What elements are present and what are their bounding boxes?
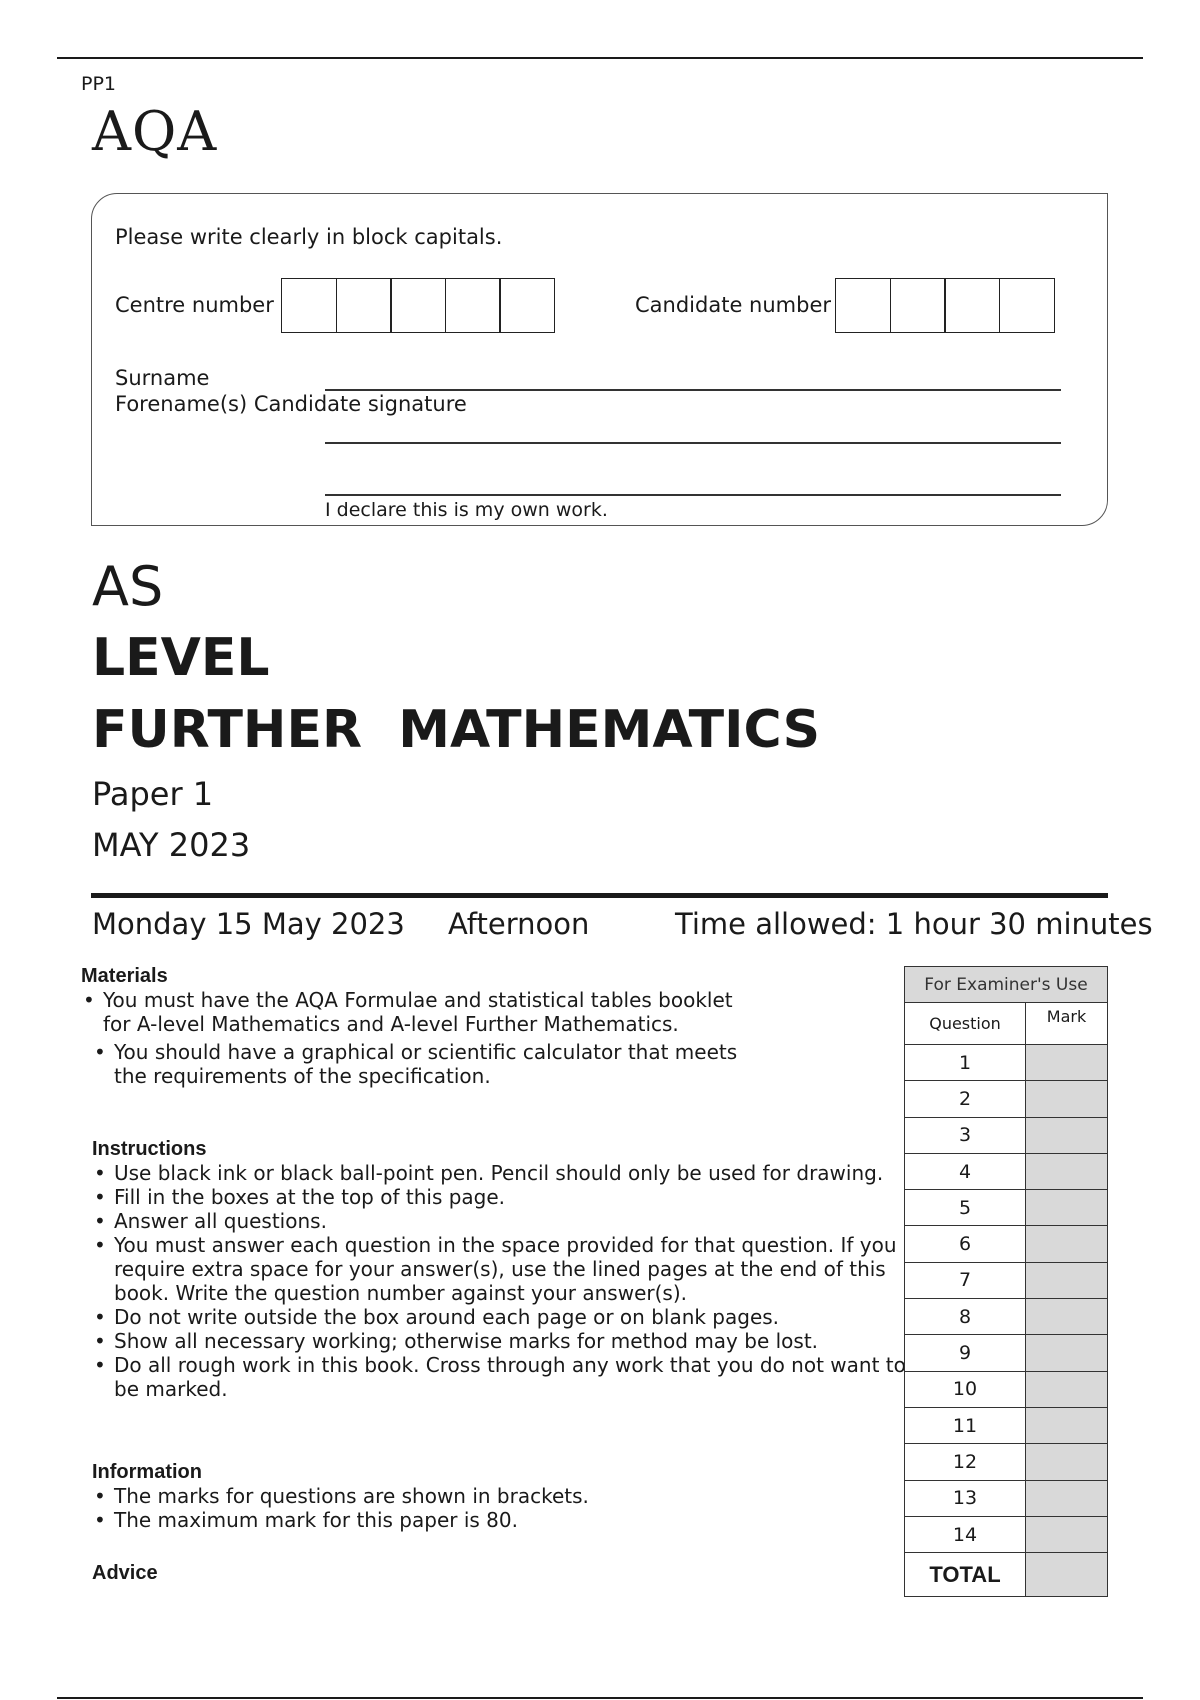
- subject-title: FURTHER MATHEMATICS: [92, 700, 821, 760]
- list-item: • Answer all questions.: [92, 1209, 912, 1233]
- question-number: 3: [905, 1117, 1026, 1153]
- question-mark-cell[interactable]: [1026, 1371, 1108, 1407]
- table-row: [905, 1045, 1108, 1081]
- question-mark-cell[interactable]: [1026, 1407, 1108, 1443]
- title-rule: [91, 893, 1108, 898]
- candidate-number-cell[interactable]: [999, 278, 1055, 333]
- table-row: [905, 1299, 1108, 1335]
- centre-number-boxes: [281, 278, 554, 333]
- table-row: [905, 1117, 1108, 1153]
- candidate-number-cell[interactable]: [890, 278, 946, 333]
- table-row: [905, 1262, 1108, 1298]
- paper-title: Paper 1: [92, 775, 214, 813]
- exam-date: Monday 15 May 2023: [92, 907, 405, 941]
- table-row: [905, 1444, 1108, 1480]
- list-item: • You must answer each question in the space provided for that question. If you require extra space for your answer(s), use the lined pages at the end of this book. Write the question number against your answer(s).: [92, 1233, 912, 1305]
- table-row: [905, 1407, 1108, 1443]
- top-rule: [57, 57, 1143, 59]
- question-number: 8: [905, 1299, 1026, 1335]
- total-label: TOTAL: [905, 1553, 1026, 1597]
- table-row: [905, 1190, 1108, 1226]
- question-mark-cell[interactable]: [1026, 1226, 1108, 1262]
- centre-number-cell[interactable]: [336, 278, 392, 333]
- surname-label: Surname: [115, 366, 210, 390]
- list-item: • Do all rough work in this book. Cross through any work that you do not want to be marked.: [92, 1353, 912, 1401]
- aqa-logo: AQA: [92, 100, 218, 163]
- table-row: [905, 1335, 1108, 1371]
- total-mark-cell[interactable]: [1026, 1553, 1108, 1597]
- question-mark-cell[interactable]: [1026, 1117, 1108, 1153]
- question-number: 5: [905, 1190, 1026, 1226]
- table-row: [905, 1516, 1108, 1552]
- materials-heading: Materials: [81, 965, 168, 987]
- question-mark-cell[interactable]: [1026, 1444, 1108, 1480]
- bottom-rule: [57, 1697, 1143, 1699]
- list-item: • The marks for questions are shown in brackets.: [92, 1484, 812, 1508]
- centre-number-cell[interactable]: [390, 278, 446, 333]
- list-item: • Fill in the boxes at the top of this page.: [92, 1185, 912, 1209]
- centre-number-label: Centre number: [115, 293, 274, 317]
- paper-code: PP1: [81, 73, 117, 95]
- question-number: 13: [905, 1480, 1026, 1516]
- question-mark-cell[interactable]: [1026, 1335, 1108, 1371]
- information-list: [92, 1484, 812, 1532]
- table-row: [905, 1153, 1108, 1189]
- question-mark-cell[interactable]: [1026, 1153, 1108, 1189]
- question-mark-cell[interactable]: [1026, 1045, 1108, 1081]
- level-line-2: LEVEL: [92, 628, 270, 688]
- list-item: • Do not write outside the box around each page or on blank pages.: [92, 1305, 912, 1329]
- level-line-1: AS: [92, 555, 164, 618]
- list-item: • Use black ink or black ball-point pen. Pencil should only be used for drawing.: [92, 1161, 912, 1185]
- table-row: [905, 1081, 1108, 1117]
- forenames-line[interactable]: [325, 442, 1061, 444]
- question-mark-cell[interactable]: [1026, 1190, 1108, 1226]
- question-mark-cell[interactable]: [1026, 1480, 1108, 1516]
- advice-heading: Advice: [92, 1562, 158, 1584]
- question-number: 2: [905, 1081, 1026, 1117]
- question-number: 11: [905, 1407, 1026, 1443]
- centre-number-cell[interactable]: [499, 278, 555, 333]
- table-row: [905, 1226, 1108, 1262]
- question-number: 1: [905, 1045, 1026, 1081]
- declaration-text: I declare this is my own work.: [325, 499, 608, 521]
- candidate-number-label: Candidate number: [635, 293, 831, 317]
- examiner-use-table: [904, 966, 1108, 1597]
- list-item: • You must have the AQA Formulae and statistical tables booklet for A-level Mathematics and A-level Further Mathematics.: [81, 988, 741, 1036]
- question-number: 14: [905, 1516, 1026, 1552]
- centre-number-cell[interactable]: [445, 278, 501, 333]
- centre-number-cell[interactable]: [281, 278, 337, 333]
- question-number: 10: [905, 1371, 1026, 1407]
- question-number: 7: [905, 1262, 1026, 1298]
- time-allowed: Time allowed: 1 hour 30 minutes: [675, 907, 1153, 941]
- candidate-number-boxes: [835, 278, 1053, 333]
- column-header-question: Question: [905, 1003, 1026, 1045]
- information-heading: Information: [92, 1461, 202, 1483]
- signature-line[interactable]: [325, 494, 1061, 496]
- question-number: 6: [905, 1226, 1026, 1262]
- instructions-list: [92, 1161, 912, 1401]
- list-item: • You should have a graphical or scientific calculator that meets the requirements of the specification.: [92, 1040, 741, 1088]
- materials-list: [81, 988, 741, 1088]
- examiner-table-title: For Examiner's Use: [905, 967, 1108, 1003]
- list-item: • The maximum mark for this paper is 80.: [92, 1508, 812, 1532]
- list-item: • Show all necessary working; otherwise marks for method may be lost.: [92, 1329, 912, 1353]
- candidate-number-cell[interactable]: [835, 278, 891, 333]
- exam-session: MAY 2023: [92, 826, 251, 864]
- exam-time-of-day: Afternoon: [448, 907, 590, 941]
- instructions-heading: Instructions: [92, 1138, 207, 1160]
- question-mark-cell[interactable]: [1026, 1516, 1108, 1552]
- question-mark-cell[interactable]: [1026, 1081, 1108, 1117]
- question-mark-cell[interactable]: [1026, 1299, 1108, 1335]
- block-capitals-instruction: Please write clearly in block capitals.: [115, 225, 503, 249]
- candidate-number-cell[interactable]: [944, 278, 1000, 333]
- table-row: [905, 1480, 1108, 1516]
- forenames-label: Forename(s) Candidate signature: [115, 392, 467, 416]
- column-header-mark: Mark: [1026, 1003, 1108, 1045]
- question-mark-cell[interactable]: [1026, 1262, 1108, 1298]
- question-number: 4: [905, 1153, 1026, 1189]
- question-number: 12: [905, 1444, 1026, 1480]
- surname-line[interactable]: [325, 389, 1061, 391]
- question-number: 9: [905, 1335, 1026, 1371]
- table-row: [905, 1371, 1108, 1407]
